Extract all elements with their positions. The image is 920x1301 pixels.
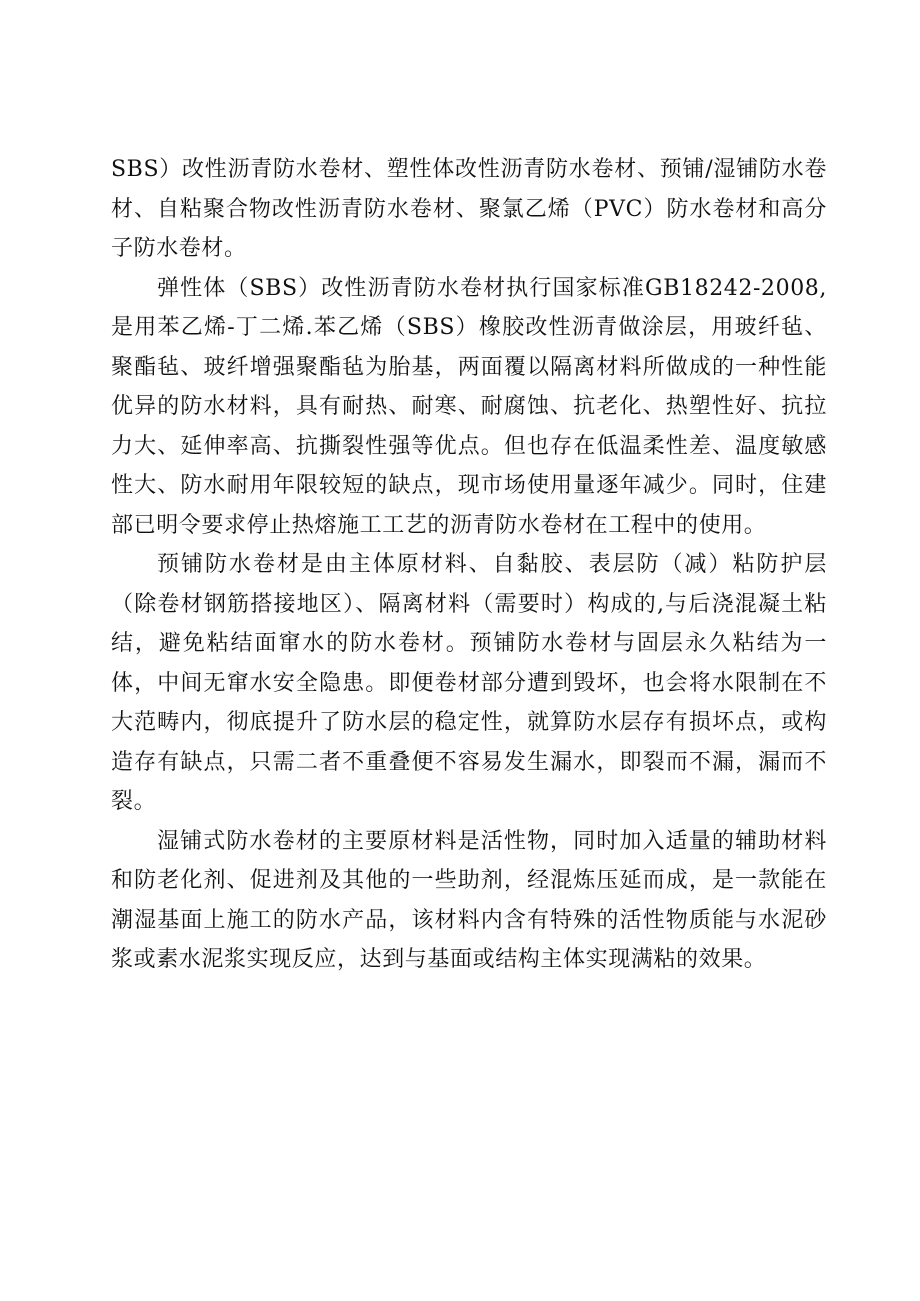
paragraph-sbs-intro-continuation: SBS）改性沥青防水卷材、塑性体改性沥青防水卷材、预铺/湿铺防水卷材、自粘聚合物改性沥青防水卷材、聚氯乙烯（PVC）防水卷材和高分子防水卷材。	[111, 157, 827, 261]
paragraph-pre-laid-membrane: 预铺防水卷材是由主体原材料、自黏胶、表层防（减）粘防护层（除卷材钢筋搭接地区）、隔离材料（需要时）构成的,与后浇混凝土粘结，避免粘结面窜水的防水卷材。预铺防水卷材与固层永久粘结为一体，中间无窜水安全隐患。即便卷材部分遭到毁坏，也会将水限制在不大范畴内，彻底提升了防水层的稳定性，就算防水层存有损坏点，或构造存有缺点，只需二者不重叠便不容易发生漏水，即裂而不漏，漏而不裂。	[111, 552, 827, 814]
paragraph-sbs-elastomer: 弹性体（SBS）改性沥青防水卷材执行国家标准GB18242-2008,是用苯乙烯-丁二烯.苯乙烯（SBS）橡胶改性沥青做涂层，用玻纤毡、聚酯毡、玻纤增强聚酯毡为胎基，两面覆以隔离材料所做成的一种性能优异的防水材料，具有耐热、耐寒、耐腐蚀、抗老化、热塑性好、抗拉力大、延伸率高、抗撕裂性强等优点。但也存在低温柔性差、温度敏感性大、防水耐用年限较短的缺点，现市场使用量逐年减少。同时，住建部已明令要求停止热熔施工工艺的沥青防水卷材在工程中的使用。	[111, 275, 827, 538]
paragraph-wet-laid-membrane: 湿铺式防水卷材的主要原材料是活性物，同时加入适量的辅助材料和防老化剂、促进剂及其他的一些助剂，经混炼压延而成，是一款能在潮湿基面上施工的防水产品，该材料内含有特殊的活性物质能与水泥砂浆或素水泥浆实现反应，达到与基面或结构主体实现满粘的效果。	[111, 828, 827, 972]
document-body	[111, 150, 827, 980]
